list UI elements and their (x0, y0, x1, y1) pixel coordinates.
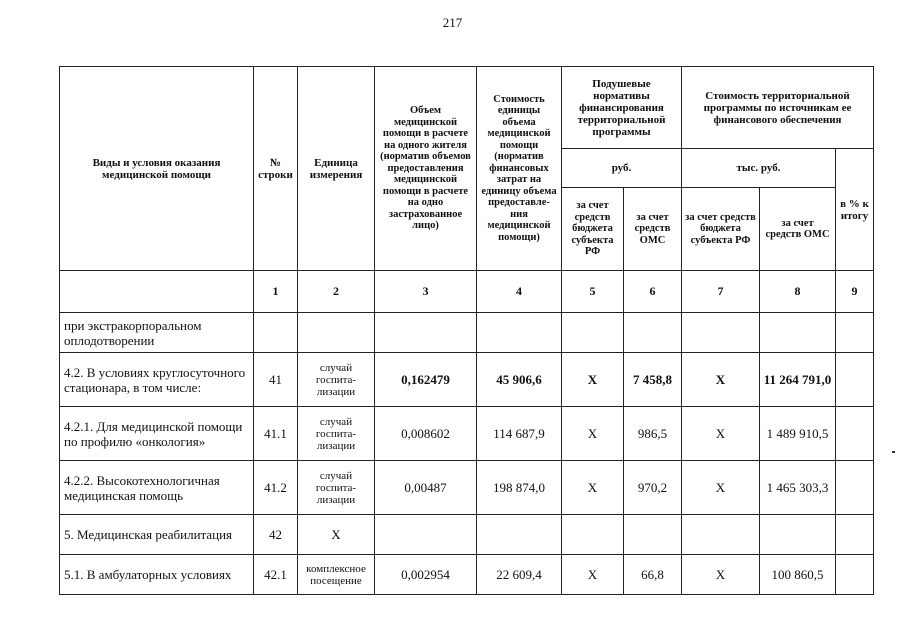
row-per-capita-budget: Х (562, 353, 624, 407)
table-row (60, 407, 874, 461)
row-territorial-oms: 100 860,5 (760, 555, 836, 595)
row-territorial-budget: Х (682, 407, 760, 461)
row-territorial-oms (760, 313, 836, 353)
column-number: 2 (298, 271, 375, 313)
row-unit: случай госпита-лизации (298, 353, 375, 407)
header-volume: Объем медицинской помощи в расчете на одного жителя (норматив объемов предоставления медицинской помощи в расчете на одно застрахованное лицо) (375, 67, 477, 271)
column-number: 5 (562, 271, 624, 313)
row-territorial-oms (760, 515, 836, 555)
row-number: 42.1 (254, 555, 298, 595)
row-cost: 45 906,6 (477, 353, 562, 407)
row-per-capita-budget: Х (562, 461, 624, 515)
header-cost: Стоимость единицы объема медицинской помощи (норматив финансовых затрат на единицу объема предоставле-ния медицинской помощи) (477, 67, 562, 271)
financing-table (59, 66, 874, 595)
row-name: 5.1. В амбулаторных условиях (60, 555, 254, 595)
row-name: при экстракорпоральном оплодотворении (60, 313, 254, 353)
row-number: 41.2 (254, 461, 298, 515)
row-name: 4.2.1. Для медицинской помощи по профилю «онкология» (60, 407, 254, 461)
row-per-capita-oms (624, 313, 682, 353)
row-name: 5. Медицинская реабилитация (60, 515, 254, 555)
row-per-capita-budget (562, 313, 624, 353)
column-number: 6 (624, 271, 682, 313)
row-volume: 0,002954 (375, 555, 477, 595)
row-per-capita-oms: 986,5 (624, 407, 682, 461)
row-number: 42 (254, 515, 298, 555)
row-volume (375, 313, 477, 353)
table-row (60, 353, 874, 407)
row-percent (836, 407, 874, 461)
row-cost: 22 609,4 (477, 555, 562, 595)
row-per-capita-budget: Х (562, 407, 624, 461)
row-territorial-oms: 11 264 791,0 (760, 353, 836, 407)
table-row (60, 461, 874, 515)
row-number: 41.1 (254, 407, 298, 461)
row-percent (836, 313, 874, 353)
header-unit: Единица измерения (298, 67, 375, 271)
row-per-capita-oms: 66,8 (624, 555, 682, 595)
header-territorial-oms: за счет средств ОМС (760, 188, 836, 271)
header-territorial-budget: за счет средств бюджета субъекта РФ (682, 188, 760, 271)
row-percent (836, 515, 874, 555)
row-per-capita-oms: 970,2 (624, 461, 682, 515)
row-volume: 0,008602 (375, 407, 477, 461)
header-per-capita-budget: за счет средств бюджета субъекта РФ (562, 188, 624, 271)
header-kind: Виды и условия оказания медицинской помощи (60, 67, 254, 271)
row-name: 4.2.2. Высокотехнологичная медицинская помощь (60, 461, 254, 515)
row-territorial-budget (682, 313, 760, 353)
row-cost (477, 313, 562, 353)
column-number: 1 (254, 271, 298, 313)
row-per-capita-budget: Х (562, 555, 624, 595)
row-cost: 198 874,0 (477, 461, 562, 515)
row-territorial-budget (682, 515, 760, 555)
row-territorial-budget: Х (682, 461, 760, 515)
row-per-capita-oms: 7 458,8 (624, 353, 682, 407)
row-percent (836, 353, 874, 407)
row-cost (477, 515, 562, 555)
row-name: 4.2. В условиях круглосуточного стационара, в том числе: (60, 353, 254, 407)
table-row (60, 555, 874, 595)
row-volume: 0,162479 (375, 353, 477, 407)
header-per-capita: Подушевые нормативы финансирования территориальной программы (562, 67, 682, 149)
column-numbers-row (60, 271, 874, 313)
column-number: 8 (760, 271, 836, 313)
row-unit (298, 313, 375, 353)
row-unit: комплексное посещение (298, 555, 375, 595)
row-unit: Х (298, 515, 375, 555)
header-row-1 (60, 67, 874, 149)
row-volume: 0,00487 (375, 461, 477, 515)
row-unit: случай госпита-лизации (298, 461, 375, 515)
header-percent: в % к итогу (836, 149, 874, 271)
column-number: 7 (682, 271, 760, 313)
header-territorial: Стоимость территориальной программы по источникам ее финансового обеспечения (682, 67, 874, 149)
column-number: 9 (836, 271, 874, 313)
column-number-empty (60, 271, 254, 313)
column-number: 3 (375, 271, 477, 313)
row-territorial-oms: 1 489 910,5 (760, 407, 836, 461)
scan-speck (892, 451, 895, 453)
page-number: 217 (442, 15, 463, 30)
row-volume (375, 515, 477, 555)
row-per-capita-oms (624, 515, 682, 555)
table-row (60, 515, 874, 555)
row-territorial-budget: Х (682, 555, 760, 595)
header-row-number: № строки (254, 67, 298, 271)
column-number: 4 (477, 271, 562, 313)
row-cost: 114 687,9 (477, 407, 562, 461)
table-row (60, 313, 874, 353)
row-number: 41 (254, 353, 298, 407)
row-number (254, 313, 298, 353)
header-unit-rub: руб. (562, 149, 682, 188)
row-unit: случай госпита-лизации (298, 407, 375, 461)
row-territorial-budget: Х (682, 353, 760, 407)
header-per-capita-oms: за счет средств ОМС (624, 188, 682, 271)
header-unit-thousand-rub: тыс. руб. (682, 149, 836, 188)
row-percent (836, 555, 874, 595)
row-percent (836, 461, 874, 515)
row-territorial-oms: 1 465 303,3 (760, 461, 836, 515)
row-per-capita-budget (562, 515, 624, 555)
